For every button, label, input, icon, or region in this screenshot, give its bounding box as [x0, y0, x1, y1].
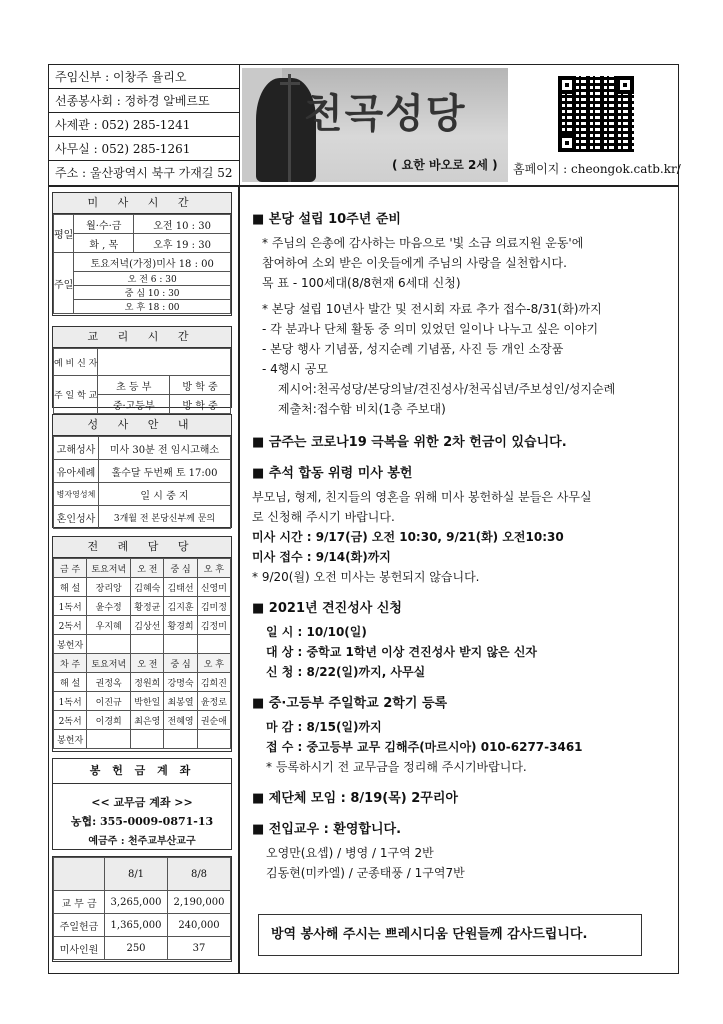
finance-cell: 37	[168, 937, 231, 960]
roster-cell	[131, 635, 164, 654]
section-title: ■ 본당 설립 10주년 준비	[252, 212, 401, 227]
section-title: ■ 추석 합동 위령 미사 봉헌	[252, 466, 413, 481]
table-row	[54, 559, 231, 578]
news-line: 제출처:접수함 비치(1층 주보대)	[278, 402, 446, 416]
catechism-cell: 초 등 부	[98, 376, 170, 395]
section-title: ■ 중·고등부 주일학교 2학기 등록	[252, 696, 448, 711]
roster-cell: 권정옥	[87, 673, 131, 692]
roster-cell: 김혜숙	[131, 578, 164, 597]
sacrament-label: 유아세례	[54, 460, 99, 483]
section-body	[252, 843, 677, 883]
catechism-label: 예 비 신 자	[54, 349, 98, 376]
news-line: - 본당 행사 기념품, 성지순례 기념품, 사진 등 개인 소장품	[262, 342, 564, 356]
parish-title: 천곡성당	[304, 91, 467, 137]
news-line: 제시어:천곡성당/본당의날/견진성사/천곡십년/주보성인/성지순례	[278, 382, 616, 396]
sacrament-value: 일 시 중 지	[99, 483, 231, 506]
office-phone: 사무실 : 052) 285-1261	[49, 137, 239, 161]
address-line: 주소 : 울산광역시 북구 가재길 52	[55, 166, 233, 180]
cross-icon	[280, 82, 300, 85]
news-line: 마 감 : 8/15(일)까지	[266, 720, 382, 734]
mass-cell: 토요저녁(가정)미사 18 : 00	[74, 253, 231, 272]
council-line: 선종봉사회 : 정하경 알베르또	[49, 89, 239, 113]
news-line: 로 신청해 주시기 바랍니다.	[252, 510, 395, 524]
qr-finder	[558, 134, 576, 152]
sacrament-label: 병자영성체	[54, 483, 99, 506]
news-line: 오영만(요셉) / 병영 / 1구역 2반	[266, 846, 434, 860]
table-row	[54, 692, 231, 711]
qr-code-icon[interactable]	[558, 76, 634, 152]
news-line: 부모님, 형제, 친지들의 영혼을 위해 미사 봉헌하실 분들은 사무실	[252, 490, 592, 504]
news-line: - 각 분과나 단체 활동 중 의미 있었던 일이나 나누고 싶은 이야기	[262, 322, 599, 336]
finance-label: 미사인원	[54, 937, 105, 960]
rectory-phone: 사제관 : 052) 285-1241	[49, 113, 239, 137]
staff-icon	[288, 74, 291, 182]
roster-cell	[87, 635, 131, 654]
roster-cell	[164, 635, 197, 654]
catechism-cell: 방 학 중	[170, 376, 231, 395]
table-row	[54, 616, 231, 635]
section-body	[252, 487, 677, 587]
roster-cell: 권순애	[197, 711, 230, 730]
header-divider	[49, 185, 678, 187]
news-line: 미사 접수 : 9/14(화)까지	[252, 550, 391, 564]
roster-cell	[87, 730, 131, 749]
qr-finder	[616, 76, 634, 94]
catechism-cell: 중·고등부	[98, 395, 170, 414]
roster-cell: 김정미	[197, 616, 230, 635]
parish-info	[49, 65, 240, 185]
finance-table	[53, 857, 231, 960]
news-line: 미사 시간 : 9/17(금) 오전 10:30, 9/21(화) 오전10:30	[252, 530, 564, 544]
roster-cell: 중 심	[164, 559, 197, 578]
roster-cell: 봉헌자	[54, 730, 87, 749]
catechism-cell	[98, 349, 231, 376]
table-row	[54, 635, 231, 654]
mass-times-table	[53, 214, 231, 314]
sacrament-value: 미사 30분 전 임시고해소	[99, 437, 231, 460]
pastor-line: 주임신부 : 이창주 율리오	[49, 65, 239, 89]
finance-label: 교 무 금	[54, 891, 105, 914]
roster-cell: 윤수정	[87, 597, 131, 616]
sacrament-label: 혼인성사	[54, 506, 99, 529]
roster-cell: 해 설	[54, 578, 87, 597]
news-line: 목 표 - 100세대(8/8현재 6세대 신청)	[262, 276, 461, 290]
roster-cell: 황경희	[164, 616, 197, 635]
table-row	[54, 711, 231, 730]
sacrament-value: 홀수달 두번째 토 17:00	[99, 460, 231, 483]
roster-cell: 장리앙	[87, 578, 131, 597]
news-line: 김동현(미카엘) / 군종태풍 / 1구역7반	[266, 866, 465, 880]
roster-cell: 김미정	[197, 597, 230, 616]
roster-cell: 중 심	[164, 654, 197, 673]
roster-cell: 전혜영	[164, 711, 197, 730]
finance-cell: 250	[105, 937, 168, 960]
homepage-link[interactable]: 홈페이지 : cheongok.catb.kr/	[513, 162, 681, 176]
finance-header	[54, 858, 105, 891]
qr-finder	[558, 76, 576, 94]
finance-cell: 240,000	[168, 914, 231, 937]
roster-cell: 김태선	[164, 578, 197, 597]
mass-cell: 오 후 18 : 00	[74, 300, 231, 314]
sacrament-value: 3개월 전 본당신부께 문의	[99, 506, 231, 529]
roster-cell: 2독서	[54, 711, 87, 730]
finance-cell: 1,365,000	[105, 914, 168, 937]
roster-cell: 우지혜	[87, 616, 131, 635]
finance-label: 주일헌금	[54, 914, 105, 937]
roster-cell: 토요저녁	[87, 559, 131, 578]
news-line: 접 수 : 중고등부 교무 김해주(마르시아) 010-6277-3461	[266, 740, 583, 754]
roster-cell: 윤정로	[197, 692, 230, 711]
roster-cell: 정원희	[131, 673, 164, 692]
section-body	[252, 622, 677, 682]
table-row	[54, 730, 231, 749]
roster-cell: 오 전	[131, 654, 164, 673]
sacraments-caption: 성 사 안 내	[53, 415, 231, 436]
roster-cell: 신영미	[197, 578, 230, 597]
title-banner	[242, 68, 508, 182]
roster-cell	[197, 730, 230, 749]
column-divider	[238, 186, 240, 974]
roster-cell: 오 후	[197, 654, 230, 673]
roster-cell: 2독서	[54, 616, 87, 635]
roster-caption: 전 례 담 당	[53, 537, 231, 558]
news-line: 참여하여 소외 받은 이웃들에게 주님의 사랑을 실천합시다.	[262, 256, 567, 270]
news-line: * 주님의 은총에 감사하는 마음으로 '빛 소금 의료지원 운동'에	[262, 236, 584, 250]
roster-cell	[197, 635, 230, 654]
sacraments-box	[52, 414, 232, 528]
roster-cell: 1독서	[54, 692, 87, 711]
sacrament-label: 고해성사	[54, 437, 99, 460]
roster-cell: 1독서	[54, 597, 87, 616]
finance-box	[52, 856, 232, 962]
roster-cell: 최봉열	[164, 692, 197, 711]
table-row	[54, 673, 231, 692]
mass-cell: 화 , 목	[74, 234, 134, 253]
section-body	[252, 717, 677, 777]
table-row	[54, 578, 231, 597]
roster-table	[53, 558, 231, 749]
roster-cell: 황정균	[131, 597, 164, 616]
finance-header: 8/1	[105, 858, 168, 891]
roster-cell: 이진규	[87, 692, 131, 711]
news-line: - 4행시 공모	[262, 362, 328, 376]
news-line: * 등록하시기 전 교무금을 정리해 주시기바랍니다.	[266, 760, 527, 774]
roster-cell: 강명숙	[164, 673, 197, 692]
finance-header: 8/8	[168, 858, 231, 891]
weekday-label: 평일	[54, 215, 74, 253]
roster-cell: 해 설	[54, 673, 87, 692]
mass-times-box	[52, 192, 232, 316]
section-title: ■ 전입교우 : 환영합니다.	[252, 822, 402, 837]
roster-cell: 금 주	[54, 559, 87, 578]
account-caption: 봉 헌 금 계 좌	[53, 759, 231, 784]
catechism-label: 주 일 학 교	[54, 376, 98, 414]
news-line: 대 상 : 중학교 1학년 이상 견진성사 받지 않은 신자	[266, 645, 537, 659]
account-holder: 예금주 : 천주교부산교구	[88, 836, 196, 847]
mass-times-caption: 미 사 시 간	[53, 193, 231, 214]
section-title: ■ 2021년 견진성사 신청	[252, 601, 402, 616]
finance-cell: 2,190,000	[168, 891, 231, 914]
section-title: ■ 금주는 코로나19 극복을 위한 2차 헌금이 있습니다.	[252, 435, 567, 450]
roster-cell: 토요저녁	[87, 654, 131, 673]
news-line: 신 청 : 8/22(일)까지, 사무실	[266, 665, 426, 679]
mass-cell: 오 전 6 : 30	[74, 272, 231, 286]
roster-cell: 오 전	[131, 559, 164, 578]
account-number: 농협: 355-0009-0871-13	[70, 815, 214, 828]
roster-cell: 김지훈	[164, 597, 197, 616]
mass-cell: 오후 19 : 30	[134, 234, 231, 253]
news-line: 일 시 : 10/10(일)	[266, 625, 367, 639]
mass-cell: 오전 10 : 30	[134, 215, 231, 234]
roster-cell: 오 후	[197, 559, 230, 578]
catechism-cell: 방 학 중	[170, 395, 231, 414]
roster-cell: 박한일	[131, 692, 164, 711]
roster-cell: 이경희	[87, 711, 131, 730]
news-line: * 9/20(월) 오전 미사는 봉헌되지 않습니다.	[252, 570, 480, 584]
mass-cell: 월·수·금	[74, 215, 134, 234]
account-box	[52, 758, 232, 850]
news-line: * 본당 설립 10년사 발간 및 전시회 자료 추가 접수-8/31(화)까지	[262, 302, 602, 316]
table-row	[54, 597, 231, 616]
news-column	[252, 208, 677, 883]
roster-cell	[164, 730, 197, 749]
roster-cell: 최은영	[131, 711, 164, 730]
sunday-label: 주일	[54, 253, 74, 314]
catechism-box	[52, 326, 232, 412]
table-row	[54, 654, 231, 673]
roster-cell: 김희진	[197, 673, 230, 692]
roster-cell: 봉헌자	[54, 635, 87, 654]
thanks-notice: 방역 봉사해 주시는 쁘레시디움 단원들께 감사드립니다.	[258, 914, 642, 956]
roster-cell: 차 주	[54, 654, 87, 673]
liturgy-roster-box	[52, 536, 232, 752]
section-title: ■ 제단체 모임 : 8/19(목) 2꾸리아	[252, 791, 458, 806]
patron-subtitle: ( 요한 바오로 2세 )	[392, 158, 498, 172]
sacraments-table	[53, 436, 231, 529]
section-body	[252, 233, 677, 419]
roster-cell	[131, 730, 164, 749]
catechism-caption: 교 리 시 간	[53, 327, 231, 348]
catechism-table	[53, 348, 231, 414]
account-heading: << 교무금 계좌 >>	[91, 796, 193, 809]
roster-cell: 김상선	[131, 616, 164, 635]
finance-cell: 3,265,000	[105, 891, 168, 914]
mass-cell: 중 심 10 : 30	[74, 286, 231, 300]
